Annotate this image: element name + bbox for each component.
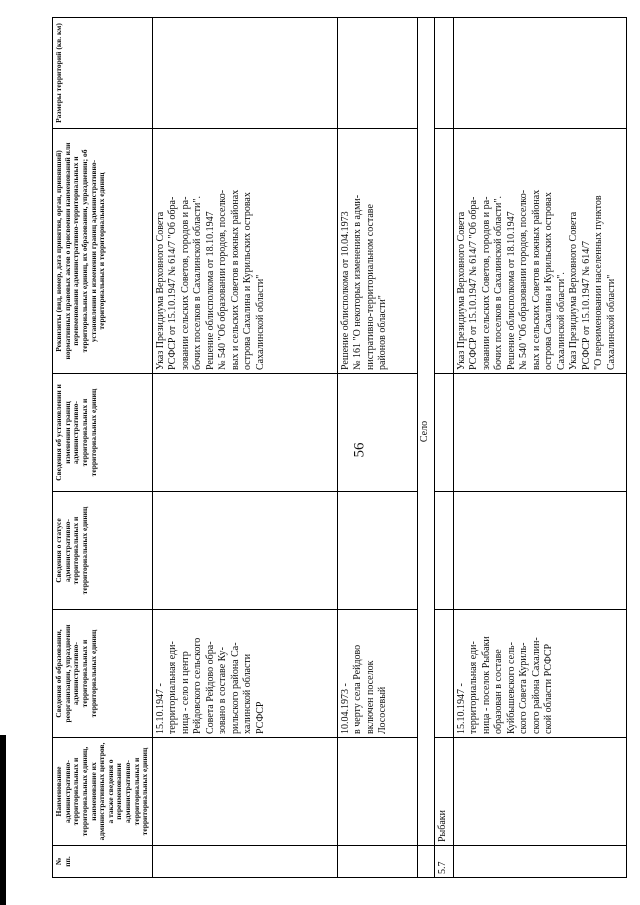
docs-cell: Решение облисполкома от 10.04.1973 № 161 "О некоторых изменениях в адми- нистративно-территориальном составе районов области" (337, 129, 417, 374)
table-row (453, 18, 626, 878)
header-boundary: Сведения об установлении и изменении границ административно-территориальных и территориальных единиц (53, 374, 153, 492)
rotated-table-wrapper (52, 18, 627, 878)
docs-cell: Указ Президиума Верховного Совета РСФСР от 15.10.1947 № 614/7 "Об обра- зовании сельских Советов, городов и ра- бочих поселков в Сахалинской области". Решение облисполкома от 18.10.1947 № 540 "Об образовании городов, поселко- вых и сельских Советов в южных районах острова Сахалина и Курильских островах Сахалинской области" (152, 129, 337, 374)
header-no: № пп. (53, 846, 153, 878)
entry-name: Рыбаки (434, 738, 453, 846)
table-row (152, 18, 337, 878)
header-docs: Реквизиты (вид, номер, дата принятия, орган, принявший) нормативных правовых актов о присвоении наименований или переименовании административно-территориальных и территориальных единиц, их образовании, упразднении; об установлении и изменении границ административно-территориальных и территориальных единиц (53, 129, 153, 374)
formation-cell: 15.10.1947 - территориальная еди- ница - село и центр Рейдовского сельского Совета Рейдово обра- зовано в составе Ку- рильского района Са- халинской области РСФСР (152, 610, 337, 738)
formation-cell: 15.10.1947 - территориальная еди- ница - поселок Рыбаки образован в составе Куйбышевского сель- ского Совета Куриль- ского района Сахалин- ской области РСФСР (453, 610, 626, 738)
header-size: Размеры территорий (кв. км) (53, 18, 153, 129)
entry-number: 5.7 (434, 846, 453, 878)
formation-cell: 10.04.1973 - в черту села Рейдово включен поселок Лососевый (337, 610, 417, 738)
table-row (337, 18, 417, 878)
category-label: Село (417, 18, 434, 846)
table-header-row (53, 18, 153, 878)
page-number: 56 (351, 442, 368, 458)
docs-cell: Указ Президиума Верховного Совета РСФСР от 15.10.1947 № 614/7 "Об обра- зовании сельских Советов, городов и ра- бочих поселков в Сахалинской области". Решение облисполкома от 18.10.1947 № 540 "Об образовании городов, поселко- вых и сельских Советов в южных районах острова Сахалина и Курильских островах Сахалинской области". Указ Президиума Верховного Совета РСФСР от 15.10.1947 № 614/7 "О переименовании населенных пунктов Сахалинской области" (453, 129, 626, 374)
header-status: Сведения о статусе административно-территориальных и территориальных единиц (53, 492, 153, 610)
category-row (417, 18, 434, 878)
entry-title-row (434, 18, 453, 878)
territorial-units-table (52, 17, 627, 878)
header-name: Наименование административно-территориальных и территориальных единиц, наименование их административных центров, а также сведения о переименовании административно-территориальных и территориальных единиц (53, 738, 153, 846)
header-formation: Сведения об образовании, реорганизации, упразднении административно-территориальных и территориальных единиц (53, 610, 153, 738)
scan-edge-mark (0, 735, 6, 905)
document-sheet (52, 18, 627, 878)
